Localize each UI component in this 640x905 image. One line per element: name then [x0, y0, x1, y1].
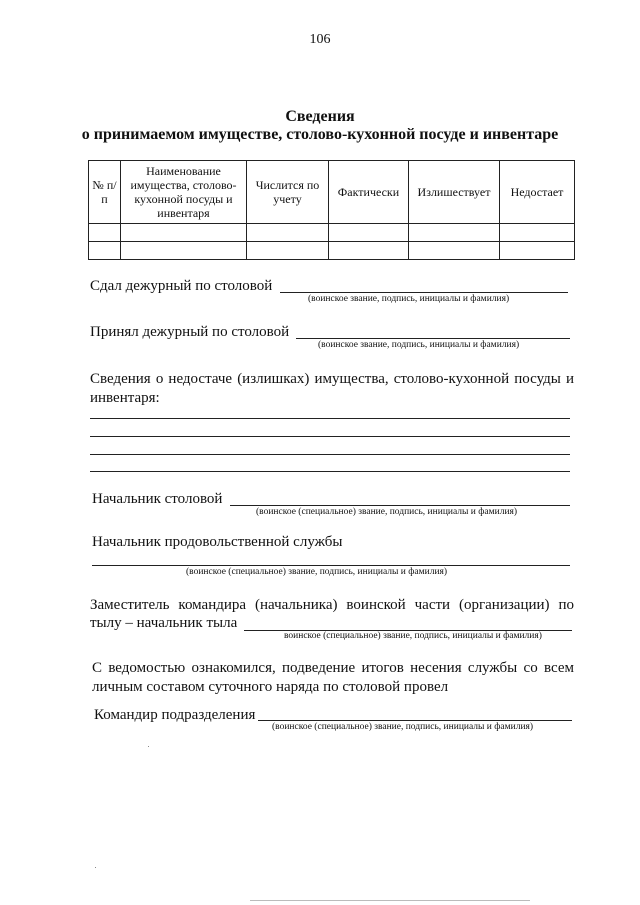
table-row: [89, 242, 575, 260]
table-cell[interactable]: [329, 242, 409, 260]
table-cell[interactable]: [247, 224, 329, 242]
table-cell[interactable]: [500, 224, 575, 242]
table-cell[interactable]: [121, 224, 247, 242]
table-cell[interactable]: [500, 242, 575, 260]
deputy-label: тылу – начальник тыла: [90, 615, 238, 631]
scan-edge: [250, 900, 530, 901]
shortage-line-2[interactable]: [90, 436, 570, 437]
shortage-text-line1: Сведения о недостаче (излишках) имущества, столово-кухонной посуды и: [90, 371, 574, 387]
col-header-number: № п/п: [89, 161, 121, 224]
deputy-text-line1: Заместитель командира (начальника) воинской части (организации) по: [90, 597, 574, 613]
table-cell[interactable]: [247, 242, 329, 260]
scan-mark: [148, 746, 149, 747]
shortage-line-3[interactable]: [90, 454, 570, 455]
handed-over-caption: (воинское звание, подпись, инициалы и фамилия): [308, 294, 510, 304]
familiarized-text-line2: личным составом суточного наряда по столовой провел: [92, 679, 449, 695]
accepted-caption: (воинское звание, подпись, инициалы и фамилия): [318, 340, 520, 350]
page-number: 106: [309, 32, 331, 47]
col-header-name: Наименование имущества, столово-кухонной посуды и инвентаря: [121, 161, 247, 224]
table-row: [89, 224, 575, 242]
inventory-table: [88, 160, 575, 260]
shortage-line-1[interactable]: [90, 418, 570, 419]
document-title: Сведения: [285, 108, 355, 125]
food-service-label: Начальник продовольственной службы: [92, 534, 343, 550]
canteen-head-label: Начальник столовой: [92, 491, 223, 507]
col-header-surplus: Излишествует: [409, 161, 500, 224]
table-header-row: [89, 161, 575, 224]
handed-over-label: Сдал дежурный по столовой: [90, 278, 273, 294]
scan-mark: [95, 867, 96, 868]
table-cell[interactable]: [409, 242, 500, 260]
accepted-label: Принял дежурный по столовой: [90, 324, 290, 340]
table-cell[interactable]: [329, 224, 409, 242]
col-header-actual: Фактически: [329, 161, 409, 224]
food-service-signature-line[interactable]: [92, 565, 570, 566]
document-subtitle: о принимаемом имуществе, столово-кухонной посуде и инвентаре: [81, 126, 559, 143]
food-service-caption: (воинское (специальное) звание, подпись, инициалы и фамилия): [186, 567, 448, 577]
table-cell[interactable]: [89, 242, 121, 260]
col-header-shortage: Недостает: [500, 161, 575, 224]
table-cell[interactable]: [121, 242, 247, 260]
commander-signature-line[interactable]: [258, 720, 572, 721]
shortage-line-4[interactable]: [90, 471, 570, 472]
table-cell[interactable]: [409, 224, 500, 242]
deputy-caption: воинское (специальное) звание, подпись, инициалы и фамилия): [284, 631, 542, 641]
handed-over-signature-line[interactable]: [280, 292, 568, 293]
canteen-head-signature-line[interactable]: [230, 505, 570, 506]
shortage-text-line2: инвентаря:: [90, 390, 160, 406]
col-header-recorded: Числится по учету: [247, 161, 329, 224]
familiarized-text-line1: С ведомостью ознакомился, подведение итогов несения службы со всем: [92, 660, 574, 676]
canteen-head-caption: (воинское (специальное) звание, подпись, инициалы и фамилия): [256, 507, 518, 517]
accepted-signature-line[interactable]: [296, 338, 570, 339]
table-cell[interactable]: [89, 224, 121, 242]
commander-label: Командир подразделения: [94, 707, 256, 723]
commander-caption: (воинское (специальное) звание, подпись, инициалы и фамилия): [272, 722, 534, 732]
